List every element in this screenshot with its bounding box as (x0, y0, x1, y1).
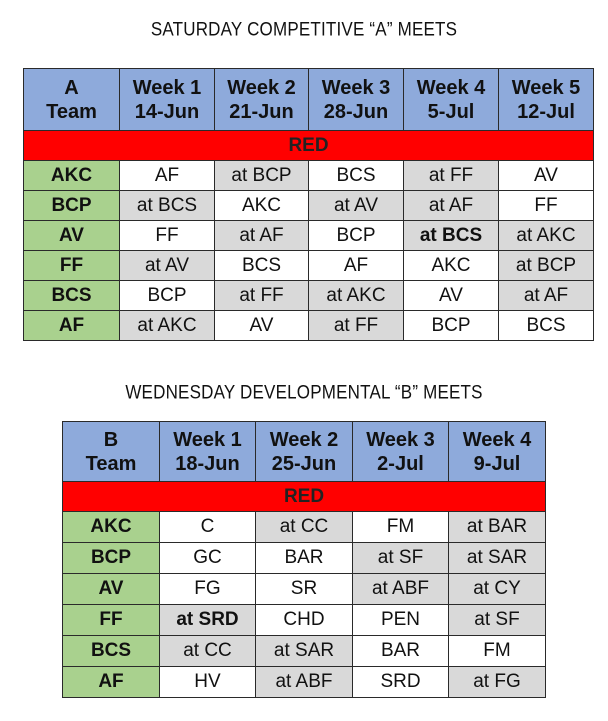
table-row (24, 281, 594, 311)
week-header: Week 3 2-Jul (353, 422, 449, 482)
match-cell: AV (499, 161, 594, 191)
match-cell: at AF (215, 221, 309, 251)
table-row (63, 543, 546, 574)
match-cell: at ABF (353, 574, 449, 605)
match-cell: GC (160, 543, 256, 574)
match-cell: at CC (160, 636, 256, 667)
match-cell: BAR (256, 543, 353, 574)
match-cell: FG (160, 574, 256, 605)
team-cell: BCP (63, 543, 160, 574)
match-cell: AF (120, 161, 215, 191)
team-column-header: A Team (24, 69, 120, 131)
match-cell: AV (215, 311, 309, 341)
division-row (24, 131, 594, 161)
match-cell: at FF (309, 311, 404, 341)
match-cell: at AKC (499, 221, 594, 251)
match-cell: at SF (449, 605, 546, 636)
division-label: RED (24, 131, 594, 161)
match-cell: BCP (309, 221, 404, 251)
match-cell: CHD (256, 605, 353, 636)
table-row (24, 191, 594, 221)
match-cell: AKC (215, 191, 309, 221)
week-header: Week 5 12-Jul (499, 69, 594, 131)
match-cell: at AKC (309, 281, 404, 311)
match-cell: at ABF (256, 667, 353, 698)
table-row (24, 251, 594, 281)
match-cell: at SRD (160, 605, 256, 636)
match-cell: at SAR (449, 543, 546, 574)
match-cell: BCS (309, 161, 404, 191)
match-cell: at CC (256, 512, 353, 543)
match-cell: at SF (353, 543, 449, 574)
table-row (63, 512, 546, 543)
match-cell: at AF (499, 281, 594, 311)
match-cell: BCS (499, 311, 594, 341)
match-cell: SRD (353, 667, 449, 698)
team-cell: BCP (24, 191, 120, 221)
match-cell: at FF (404, 161, 499, 191)
team-cell: AF (24, 311, 120, 341)
match-cell: at FG (449, 667, 546, 698)
wednesday-schedule-table (62, 421, 546, 698)
team-cell: AKC (63, 512, 160, 543)
team-cell: AF (63, 667, 160, 698)
match-cell: at AV (309, 191, 404, 221)
match-cell: AV (404, 281, 499, 311)
match-cell: SR (256, 574, 353, 605)
saturday-title: SATURDAY COMPETITIVE “A” MEETS (150, 18, 458, 41)
team-cell: BCS (24, 281, 120, 311)
match-cell: BCP (404, 311, 499, 341)
table-row (63, 636, 546, 667)
wednesday-title: WEDNESDAY DEVELOPMENTAL “B” MEETS (125, 381, 483, 404)
table-row (63, 605, 546, 636)
table-row (24, 221, 594, 251)
match-cell: FF (499, 191, 594, 221)
match-cell: FM (449, 636, 546, 667)
match-cell: AKC (404, 251, 499, 281)
match-cell: PEN (353, 605, 449, 636)
match-cell: at CY (449, 574, 546, 605)
table-row (63, 667, 546, 698)
week-header: Week 2 25-Jun (256, 422, 353, 482)
match-cell: AF (309, 251, 404, 281)
team-cell: AV (63, 574, 160, 605)
match-cell: FF (120, 221, 215, 251)
week-header: Week 1 14-Jun (120, 69, 215, 131)
match-cell: BCS (215, 251, 309, 281)
division-label: RED (63, 482, 546, 512)
team-cell: AKC (24, 161, 120, 191)
team-cell: FF (63, 605, 160, 636)
match-cell: BAR (353, 636, 449, 667)
table-header-row (24, 69, 594, 131)
team-cell: AV (24, 221, 120, 251)
match-cell: at AKC (120, 311, 215, 341)
week-header: Week 3 28-Jun (309, 69, 404, 131)
match-cell: HV (160, 667, 256, 698)
week-header: Week 4 9-Jul (449, 422, 546, 482)
week-header: Week 4 5-Jul (404, 69, 499, 131)
match-cell: C (160, 512, 256, 543)
week-header: Week 2 21-Jun (215, 69, 309, 131)
match-cell: at FF (215, 281, 309, 311)
match-cell: at BAR (449, 512, 546, 543)
match-cell: at BCP (499, 251, 594, 281)
week-header: Week 1 18-Jun (160, 422, 256, 482)
match-cell: FM (353, 512, 449, 543)
saturday-schedule-table (23, 68, 594, 341)
match-cell: BCP (120, 281, 215, 311)
match-cell: at AV (120, 251, 215, 281)
match-cell: at BCS (404, 221, 499, 251)
table-row (24, 161, 594, 191)
team-cell: BCS (63, 636, 160, 667)
team-column-header: B Team (63, 422, 160, 482)
team-cell: FF (24, 251, 120, 281)
table-row (63, 574, 546, 605)
division-row (63, 482, 546, 512)
table-row (24, 311, 594, 341)
table-header-row (63, 422, 546, 482)
match-cell: at SAR (256, 636, 353, 667)
match-cell: at AF (404, 191, 499, 221)
match-cell: at BCS (120, 191, 215, 221)
match-cell: at BCP (215, 161, 309, 191)
